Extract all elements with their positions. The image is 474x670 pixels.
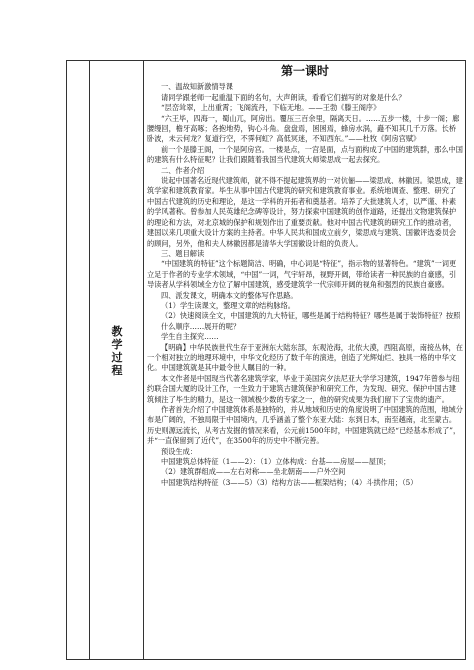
stage-label-char: 过 [111,351,123,364]
content-paragraph: 中国建筑总体特征（1——2）：（1）立体构成：台基——房屋——屋顶； [161,457,391,467]
content-paragraph: “中国建筑的特征”这个标题简洁、明确，中心词是“特征”，指示物的显著特色。“建筑”一词更立足于作者的专业学术领域，“中国”一词，气宇轩昂，视野开阔，带给读者一种民族的自豪感，引导读者从学科领域全方位了解中国建筑，感受建筑学一代宗师开阔的视角和强烈的民族自豪感。 [147,259,457,290]
content-paragraph: 中国建筑结构特征（3——5）（3）结构方法——框架结构；（4）斗拱作用；（5） [161,477,418,487]
content-paragraph: 一、温故知新激情导课 [161,82,233,92]
lesson-content [147,64,463,488]
content-paragraph: “六王毕，四海一，蜀山兀，阿房出。覆压三百余里，隔离天日。……五步一楼，十步一阁；廊腰缦回，檐牙高啄；各抱地势，钩心斗角。盘盘焉，囷囷焉，蜂房水涡，矗不知其几千万落。长桥卧波，未云何龙？复道行空，不霁何虹？高低冥迷，不知西东。”——杜牧《阿房宫赋》 [147,113,460,144]
table-column-blank [66,60,90,660]
stage-label-char: 教 [111,325,123,338]
content-paragraph: 【明确】中华民族世代生存于亚洲东大陆东部，东观沧海，北依大漠，西阻高原，南接丛林，在一个相对独立的地理环境中，中华文化经历了数千年的演进，创造了光辉灿烂、独具一格的中华文化。中国建筑就是其中最令世人瞩目的一种。 [147,342,463,373]
lesson-title: 第一课时 [280,64,329,78]
content-paragraph: 本文作者是中国现当代著名建筑学家，毕业于美国宾夕法尼亚大学学习建筑，1947年曾参与纽约联合国大厦的设计工作，一生致力于建筑古建筑保护和研究工作，为发现、研究、保护中国古建筑倾注了毕生的精力，是这一领域极少数的专家之一，他的研究成果为我们留下了宝贵的遗产。 [147,373,460,404]
stage-label-char: 学 [111,338,123,351]
stage-label-char: 程 [111,364,123,377]
content-paragraph: 学生自主探究…… [161,332,219,342]
content-paragraph: 前一个是滕王阁，一个是阿房宫。一楼是点，一宫是面，点与面构成了中国的建筑群，那么中国的建筑有什么特征呢？让我们跟随着我国当代建筑大师梁思成一起去探究。 [147,144,463,165]
content-paragraph: （2）快速阅读全文，中国建筑的九大特征，哪些是属于结构特征？哪些是属于装饰特征？按照什么顺序……展开的呢？ [161,311,461,331]
content-paragraph: （1）学生读课文，整理文章的结构脉络。 [161,300,295,310]
stage-label [95,325,139,377]
content-paragraph: 二、作者介绍 [161,165,205,175]
content-paragraph: 作者首先介绍了中国建筑体系是独特的，并从地域和历史的角度说明了中国建筑的范围，地域分布是广阔的，不独局限于中国境内，几乎涵盖了整个东亚大陆：东到日本，南至越南，北至蒙古。历史则源远流长，从考古发掘的情况来看，公元前1500年时，中国建筑就已经“已经基本形成了”，并“一直保留到了近代”，在3500年的历史中不断完善。 [147,405,463,446]
content-paragraph: 预设生成： [161,446,197,456]
content-paragraph: 三、题目解读 [161,248,205,258]
content-paragraph: “层峦耸翠，上出重霄；飞阁流丹，下临无地。——王勃《滕王阁序》 [161,103,381,113]
content-paragraph: 四、派发课文，明确本文的整体写作思路。 [161,290,298,300]
content-lines [147,82,463,488]
content-paragraph: 说起中国著名近现代建筑师，就不得不提起建筑界的一对伉俪——梁思成、林徽因。梁思成，建筑学家和建筑教育家。毕生从事中国古代建筑的研究和建筑教育事业。系统地调查、整理、研究了中国古代建筑的历史和理论，是这一学科的开拓者和奠基者。培养了大批建筑人才，以严谨、朴素的学风著称。曾参加人民英雄纪念碑等设计，努力探索中国建筑的创作道路，还提出文物建筑保护的理论和方法，对北京城的保护和规划作出了重要贡献。他对中国古代建筑的研究工作的推动者，建国以来几项重大设计方案的主持者。中华人民共和国成立前夕，梁思成与建筑、国徽评选委员会的顾问，另外，他和夫人林徽因都是清华大学国徽设计组的负责人。 [147,176,463,248]
content-paragraph: （2）建筑群组成——左右对称——坐北朝南——户外空间 [161,467,346,477]
content-paragraph: 请同学跟老师一起重温下面的名句，大声朗读，看看它们描写的对象是什么？ [161,92,406,102]
